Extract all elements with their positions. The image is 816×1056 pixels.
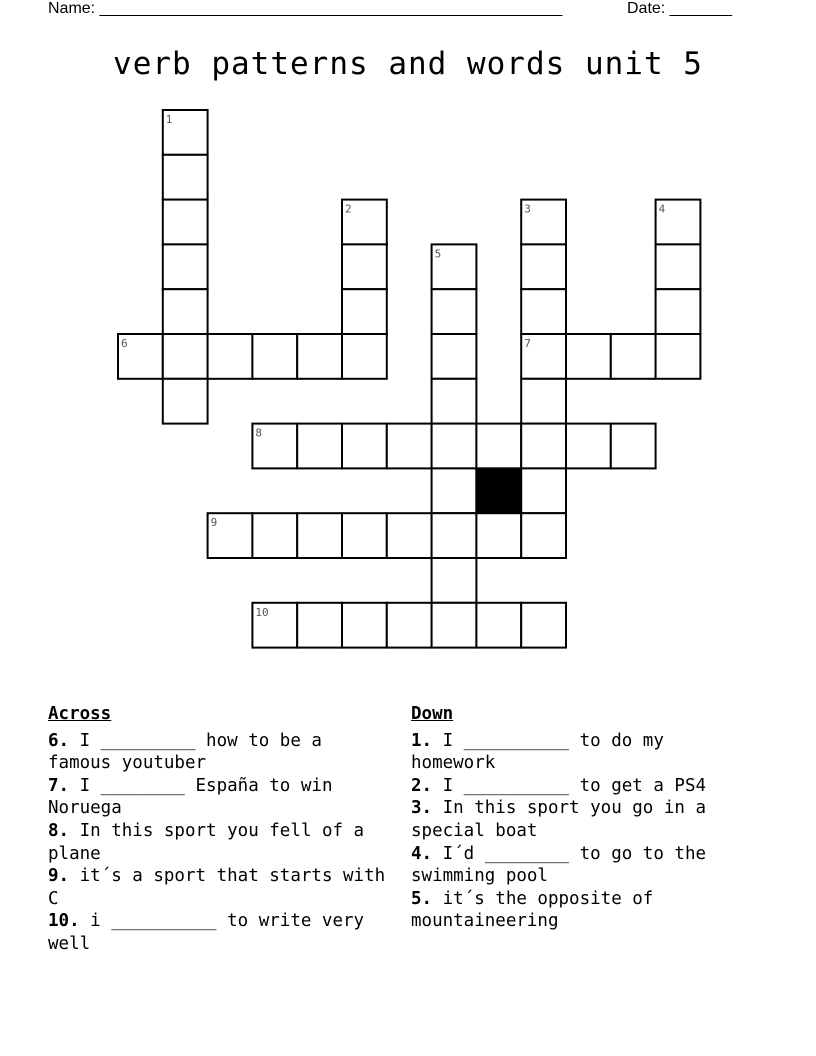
- grid-cell[interactable]: [656, 334, 701, 379]
- grid-cell[interactable]: [432, 468, 477, 513]
- grid-cell[interactable]: [432, 424, 477, 469]
- grid-cell[interactable]: [656, 289, 701, 334]
- cell-number: 4: [658, 202, 666, 216]
- clue-number: 3.: [411, 798, 433, 819]
- across-list: [48, 730, 393, 956]
- grid-cell[interactable]: [297, 603, 342, 648]
- cell-number: 5: [434, 247, 442, 261]
- grid-cell[interactable]: [163, 155, 208, 200]
- grid-cell[interactable]: [252, 513, 297, 558]
- down-clue: [411, 797, 751, 842]
- clue-text: I _________ how to be a famous youtuber: [48, 730, 322, 774]
- across-heading: Across: [48, 704, 112, 724]
- down-clue: [411, 775, 751, 798]
- grid-cell[interactable]: [432, 289, 477, 334]
- grid-cell[interactable]: [342, 424, 387, 469]
- grid-cell[interactable]: [163, 200, 208, 245]
- grid-cell[interactable]: [611, 334, 656, 379]
- clue-text: I __________ to do my homework: [411, 730, 664, 774]
- clue-text: I __________ to get a PS4: [432, 775, 707, 796]
- across-clue: [48, 865, 393, 910]
- grid-cell[interactable]: [476, 424, 521, 469]
- grid-cell[interactable]: [566, 424, 611, 469]
- grid-cell[interactable]: [342, 334, 387, 379]
- grid-cell[interactable]: [432, 603, 477, 648]
- grid-cell[interactable]: [342, 603, 387, 648]
- clue-text: In this sport you go in a special boat: [411, 798, 707, 841]
- grid-cell[interactable]: [521, 289, 566, 334]
- grid-cell[interactable]: [521, 379, 566, 424]
- grid-cell[interactable]: [342, 289, 387, 334]
- clue-number: 8.: [48, 820, 70, 841]
- grid-cell[interactable]: [476, 603, 521, 648]
- clue-number: 6.: [48, 730, 70, 751]
- cell-number: 6: [121, 337, 128, 350]
- grid-cell[interactable]: [521, 244, 566, 289]
- grid-cell[interactable]: [163, 289, 208, 334]
- down-clue: [411, 888, 751, 933]
- down-clue: [411, 843, 751, 888]
- grid-cell[interactable]: [521, 513, 566, 558]
- grid-cell[interactable]: [432, 334, 477, 379]
- clue-text: I´d ________ to go to the swimming pool: [411, 843, 707, 887]
- cell-number: 3: [524, 202, 531, 216]
- cell-number: 7: [524, 337, 531, 350]
- across-clue: [48, 730, 393, 775]
- clue-text: In this sport you fell of a plane: [48, 820, 365, 864]
- grid-cell[interactable]: [387, 513, 432, 558]
- grid-cell[interactable]: [387, 603, 432, 648]
- grid-cell[interactable]: [342, 244, 387, 289]
- date-field[interactable]: Date: _______: [627, 0, 732, 17]
- cell-number: 1: [165, 113, 173, 126]
- grid-cell[interactable]: [297, 334, 342, 379]
- across-clue: [48, 910, 393, 955]
- grid-cell[interactable]: [252, 334, 297, 379]
- grid-cell[interactable]: [521, 468, 566, 513]
- across-clues: [48, 703, 393, 956]
- down-clues: [411, 703, 751, 933]
- cell-number: 2: [345, 202, 352, 216]
- grid-cell[interactable]: [208, 334, 253, 379]
- clue-text: I ________ España to win Noruega: [48, 775, 333, 819]
- grid-cell[interactable]: [611, 424, 656, 469]
- clue-number: 4.: [411, 843, 433, 864]
- clue-text: it´s a sport that starts with C: [48, 866, 386, 909]
- cell-number: 9: [210, 516, 218, 530]
- grid-cell[interactable]: [476, 513, 521, 558]
- grid-cell[interactable]: [297, 513, 342, 558]
- grid-cell[interactable]: [432, 379, 477, 424]
- grid-cell[interactable]: [297, 424, 342, 469]
- cell-number: 8: [255, 426, 263, 440]
- grid-cell[interactable]: [521, 603, 566, 648]
- page-title: verb patterns and words unit 5: [113, 46, 703, 82]
- clue-number: 1.: [411, 730, 433, 751]
- down-clue: [411, 730, 751, 775]
- clue-text: it´s the opposite of mountaineering: [411, 888, 654, 932]
- grid-cell[interactable]: [432, 513, 477, 558]
- cell-number: 10: [255, 605, 269, 619]
- grid-cell[interactable]: [163, 379, 208, 424]
- grid-cell[interactable]: [432, 558, 477, 603]
- grid-cell-black: [476, 468, 521, 513]
- clue-number: 7.: [48, 775, 70, 796]
- grid-cell[interactable]: [566, 334, 611, 379]
- grid-cell[interactable]: [342, 513, 387, 558]
- across-clue: [48, 775, 393, 820]
- down-list: [411, 730, 751, 933]
- down-heading: Down: [411, 704, 454, 724]
- grid-cell[interactable]: [163, 244, 208, 289]
- grid-cell[interactable]: [387, 424, 432, 469]
- across-clue: [48, 820, 393, 865]
- clue-number: 10.: [48, 911, 80, 932]
- clue-number: 9.: [48, 866, 70, 887]
- grid-cell[interactable]: [521, 424, 566, 469]
- clue-number: 2.: [411, 775, 433, 796]
- clue-number: 5.: [411, 888, 433, 909]
- grid-cell[interactable]: [163, 334, 208, 379]
- clue-text: i __________ to write very well: [48, 911, 365, 954]
- name-field[interactable]: Name: ____________________________________________________: [48, 0, 563, 17]
- grid-cell[interactable]: [656, 244, 701, 289]
